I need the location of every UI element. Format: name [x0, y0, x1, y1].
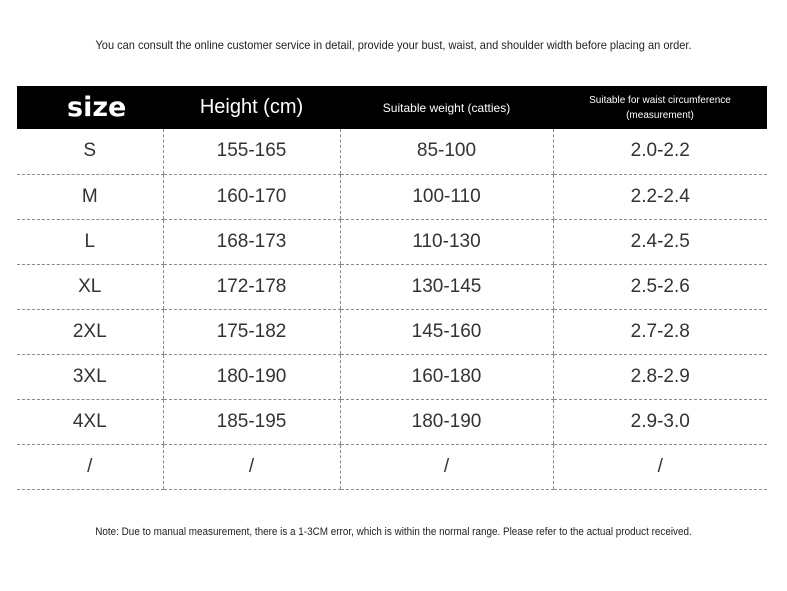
- cell-height: 185-195: [163, 399, 340, 444]
- cell-size: S: [17, 129, 163, 174]
- table-row: [17, 444, 767, 489]
- cell-weight: 145-160: [340, 309, 553, 354]
- cell-size: 2XL: [17, 309, 163, 354]
- measurement-disclaimer: Note: Due to manual measurement, there is a 1-3CM error, which is within the normal range. Please refer to the actual product received.: [95, 526, 692, 538]
- table-row: [17, 219, 767, 264]
- table-row: [17, 129, 767, 174]
- cell-waist: 2.4-2.5: [553, 219, 767, 264]
- cell-waist: 2.8-2.9: [553, 354, 767, 399]
- cell-waist: 2.5-2.6: [553, 264, 767, 309]
- header-waist: [553, 86, 767, 129]
- cell-weight: 130-145: [340, 264, 553, 309]
- table-row: [17, 174, 767, 219]
- header-waist-line1: Suitable for waist circumference: [589, 94, 731, 106]
- cell-waist: 2.9-3.0: [553, 399, 767, 444]
- header-waist-line2: (measurement): [626, 109, 694, 121]
- cell-size: 3XL: [17, 354, 163, 399]
- cell-height: 168-173: [163, 219, 340, 264]
- cell-size: XL: [17, 264, 163, 309]
- table-row: [17, 399, 767, 444]
- cell-weight: 85-100: [340, 129, 553, 174]
- cell-height: 175-182: [163, 309, 340, 354]
- cell-weight: 160-180: [340, 354, 553, 399]
- cell-waist: /: [553, 444, 767, 489]
- cell-waist: 2.2-2.4: [553, 174, 767, 219]
- cell-waist: 2.7-2.8: [553, 309, 767, 354]
- consultation-note: You can consult the online customer service in detail, provide your bust, waist, and shoulder width before placing an order.: [95, 38, 692, 52]
- cell-height: /: [163, 444, 340, 489]
- cell-size: M: [17, 174, 163, 219]
- table-header-row: [17, 86, 767, 129]
- cell-waist: 2.0-2.2: [553, 129, 767, 174]
- header-height: Height (cm): [199, 96, 304, 118]
- table-row: [17, 309, 767, 354]
- cell-weight: /: [340, 444, 553, 489]
- cell-height: 160-170: [163, 174, 340, 219]
- cell-size: /: [17, 444, 163, 489]
- header-size: size: [67, 92, 127, 123]
- cell-height: 172-178: [163, 264, 340, 309]
- table-row: [17, 354, 767, 399]
- table-row: [17, 264, 767, 309]
- cell-size: L: [17, 219, 163, 264]
- cell-height: 155-165: [163, 129, 340, 174]
- header-weight: Suitable weight (catties): [382, 100, 511, 115]
- cell-weight: 100-110: [340, 174, 553, 219]
- cell-height: 180-190: [163, 354, 340, 399]
- cell-weight: 110-130: [340, 219, 553, 264]
- cell-weight: 180-190: [340, 399, 553, 444]
- size-chart-table: [17, 86, 767, 490]
- cell-size: 4XL: [17, 399, 163, 444]
